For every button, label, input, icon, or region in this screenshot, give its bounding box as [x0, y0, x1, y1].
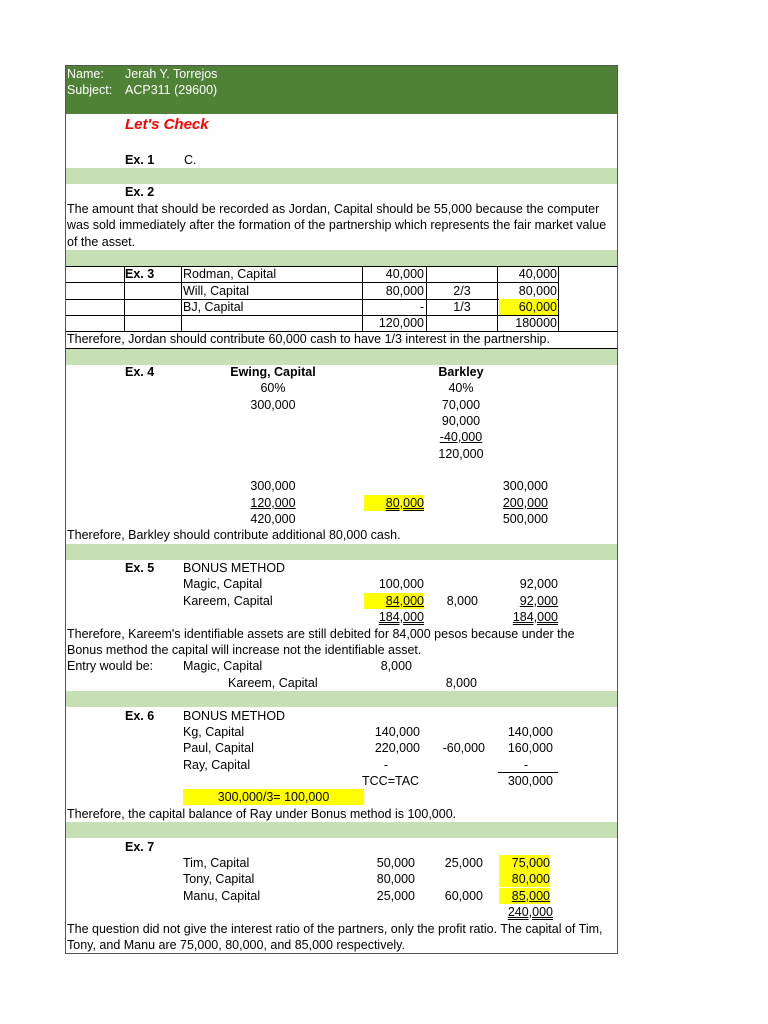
ex5-entry-credit-name: Kareem, Capital	[228, 676, 318, 690]
ex7-text: The question did not give the interest ratio of the partners, only the profit ratio. The capital of Tim, Tony, and Manu are 75,000, 80,000, and 85,000 respectively.	[67, 922, 603, 953]
ex7-row-amount: 25,000	[376, 889, 415, 903]
ex3-row-ratio: 2/3	[453, 284, 471, 298]
ex5-entry-label: Entry would be:	[67, 659, 154, 673]
ex6-row-name: Ray, Capital	[183, 758, 251, 772]
ex4-left-total: 420,000	[250, 512, 296, 526]
ex6-row-result: 160,000	[507, 741, 553, 755]
separator-band	[66, 168, 617, 184]
ex7-highlighted-result: 80,000	[499, 871, 550, 887]
subject-value: ACP311 (29600)	[125, 83, 218, 97]
ex4-barkley-value: -40,000	[439, 430, 483, 444]
ex3-total-amount: 120,000	[378, 316, 424, 330]
ex7-row-name: Tim, Capital	[183, 856, 250, 870]
ex3-row-amount: 80,000	[385, 284, 424, 298]
ex4-barkley-pct: 40%	[448, 381, 474, 395]
ex7-highlighted-result: 85,000	[499, 888, 550, 904]
ex4-barkley-value: 70,000	[441, 398, 481, 412]
ex5-row-name: Magic, Capital	[183, 577, 263, 591]
ex5-text: Therefore, Kareem's identifiable assets are still debited for 84,000 pesos because under the Bonus method the capital will increase not the identifiable asset.	[67, 627, 575, 658]
name-value: Jerah Y. Torrejos	[125, 67, 218, 81]
ex3-row-amount: 40,000	[385, 267, 424, 281]
ex4-barkley-total: 120,000	[438, 447, 484, 461]
ex3-row-name: BJ, Capital	[183, 300, 244, 314]
ex4-ewing-head: Ewing, Capital	[230, 365, 316, 379]
ex7-row-amount: 80,000	[376, 872, 415, 886]
ex4-ewing-value: 300,000	[250, 398, 296, 412]
ex5-label: Ex. 5	[125, 561, 155, 575]
ex7-row-name: Manu, Capital	[183, 889, 261, 903]
ex6-label: Ex. 6	[125, 709, 155, 723]
ex6-total-result: 300,000	[507, 774, 553, 788]
ex4-label: Ex. 4	[125, 365, 155, 379]
ex5-highlighted-amount: 84,000	[364, 593, 424, 609]
ex6-conclusion: Therefore, the capital balance of Ray under Bonus method is 100,000.	[67, 807, 457, 821]
ex4-right-total: 300,000	[502, 479, 548, 493]
answer-sheet	[65, 65, 618, 954]
ex6-row-result: 140,000	[507, 725, 553, 739]
ex3-row-amount: -	[419, 300, 424, 314]
ex6-method: BONUS METHOD	[183, 709, 286, 723]
ex5-row-result: 92,000	[519, 577, 558, 591]
name-label: Name:	[67, 67, 104, 81]
ex3-row-name: Will, Capital	[183, 284, 249, 298]
separator-band	[66, 250, 617, 266]
ex3-row-result: 80,000	[518, 284, 557, 298]
ex7-total-result: 240,000	[507, 905, 553, 919]
page-title: Let's Check	[125, 116, 209, 133]
header-band	[66, 66, 617, 114]
ex6-row-name: Paul, Capital	[183, 741, 254, 755]
ex4-right-total: 200,000	[502, 496, 548, 510]
subject-label: Subject:	[67, 83, 113, 97]
ex5-entry-debit-amount: 8,000	[380, 659, 412, 673]
ex2-label: Ex. 2	[125, 185, 155, 199]
ex5-total-amount: 184,000	[378, 610, 424, 624]
ex4-left-total: 120,000	[250, 496, 296, 510]
ex1-label: Ex. 1	[125, 153, 155, 167]
ex5-row-diff: 8,000	[446, 594, 478, 608]
ex3-label: Ex. 3	[125, 267, 155, 281]
ex6-tcc: TCC=TAC	[362, 774, 420, 788]
ex4-barkley-value: 90,000	[441, 414, 481, 428]
ex7-row-name: Tony, Capital	[183, 872, 255, 886]
ex4-highlighted-value: 80,000	[364, 495, 424, 511]
ex3-row-name: Rodman, Capital	[183, 267, 277, 281]
ex4-left-total: 300,000	[250, 479, 296, 493]
ex5-row-result: 92,000	[519, 594, 558, 608]
ex4-right-total: 500,000	[502, 512, 548, 526]
ex7-row-diff: 25,000	[444, 856, 483, 870]
ex5-entry-credit-amount: 8,000	[445, 676, 477, 690]
ex4-barkley-head: Barkley	[438, 365, 484, 379]
ex3-row-ratio: 1/3	[453, 300, 471, 314]
ex2-text: The amount that should be recorded as Jordan, Capital should be 55,000 because the computer was sold immediately after the formation of the partnership which represents the fair market value of the asset.	[67, 202, 607, 249]
separator-band	[66, 822, 617, 838]
ex5-row-amount: 100,000	[378, 577, 424, 591]
ex4-ewing-pct: 60%	[260, 381, 286, 395]
ex6-row-name: Kg, Capital	[183, 725, 245, 739]
separator-band	[66, 544, 617, 560]
separator-band	[66, 349, 617, 365]
ex6-row-result: -	[523, 758, 529, 772]
ex7-row-diff: 60,000	[444, 889, 483, 903]
ex7-highlighted-result: 75,000	[499, 855, 550, 871]
ex6-row-amount: 140,000	[374, 725, 420, 739]
ex3-total-result: 180000	[515, 316, 557, 330]
ex6-row-amount: 220,000	[374, 741, 420, 755]
ex3-row-result: 40,000	[518, 267, 557, 281]
ex6-formula: 300,000/3= 100,000	[183, 789, 364, 805]
ex5-entry-debit-name: Magic, Capital	[183, 659, 263, 673]
ex4-conclusion: Therefore, Barkley should contribute additional 80,000 cash.	[67, 528, 401, 542]
separator-band	[66, 691, 617, 707]
ex3-conclusion: Therefore, Jordan should contribute 60,000 cash to have 1/3 interest in the partnership.	[67, 332, 550, 346]
ex7-row-amount: 50,000	[376, 856, 415, 870]
ex5-total-result: 184,000	[512, 610, 558, 624]
ex6-row-amount: -	[383, 758, 389, 772]
ex6-row-diff: -60,000	[442, 741, 485, 755]
ex5-method: BONUS METHOD	[183, 561, 286, 575]
ex5-row-name: Kareem, Capital	[183, 594, 273, 608]
ex7-label: Ex. 7	[125, 840, 155, 854]
ex3-highlighted-result: 60,000	[499, 299, 557, 315]
ex1-answer: C.	[184, 153, 197, 167]
